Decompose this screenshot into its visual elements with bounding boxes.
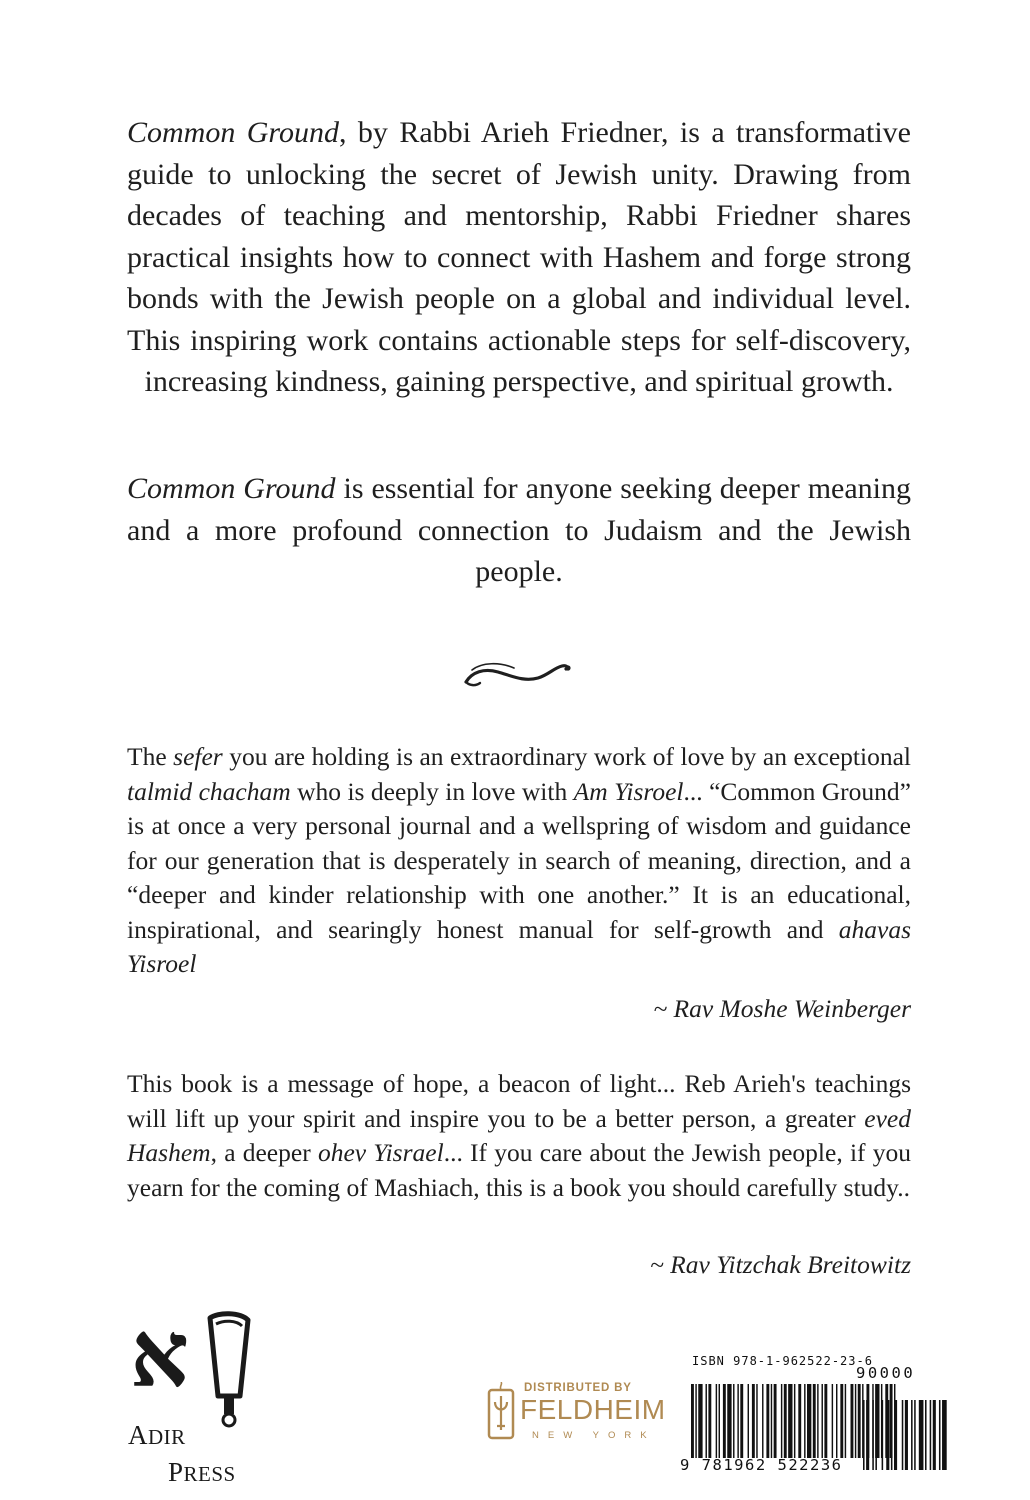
press-rest: RESS [183, 1462, 236, 1486]
press-wordmark [168, 1457, 236, 1488]
menorah-logo-icon [486, 1382, 516, 1442]
description-text-1: , by Rabbi Arieh Friedner, is a transformative guide to unlocking the secret of Jewish unity. Drawing from decades of teaching and mentorship, Rabbi Friedner shares practical insights how to connect with Hashem and forge strong bonds with the Jewish people on a global and individual level. This inspiring work contains actionable steps for self-discovery, increasing kindness, gaining perspective, and spiritual growth. [127, 116, 911, 398]
book-description [127, 112, 911, 403]
feldheim-name: FELDHEIM [520, 1394, 666, 1425]
book-description-2 [127, 468, 911, 593]
r2-t2: , a deeper [210, 1138, 318, 1167]
r1-i4: ahavas Yisroel [127, 914, 911, 978]
r1-t3: who is deeply in love with [290, 776, 574, 806]
r2-t1: This book is a message of hope, a beacon of light... Reb Arieh's teachings will lift up your spirit and inspire you to be a better person, a greater [127, 1069, 911, 1133]
endorsement-2-text [127, 1067, 911, 1205]
aleph-glyph: א [130, 1308, 190, 1406]
distributed-by-label: DISTRIBUTED BY [524, 1382, 632, 1394]
r2-i2: ohev Yisrael [317, 1138, 444, 1167]
feldheim-logo [486, 1380, 666, 1460]
r1-t2: you are holding is an extraordinary work of love by an exceptional [222, 742, 911, 771]
isbn-label: ISBN 978-1-962522-23-6 [692, 1354, 873, 1368]
r1-i2: talmid chacham [127, 776, 291, 806]
endorsement-2-attribution: ~ Rav Yitzchak Breitowitz [650, 1250, 911, 1279]
adir-rest: DIR [148, 1425, 186, 1449]
endorsement-1 [127, 740, 911, 982]
feldheim-city: NEW YORK [532, 1430, 656, 1441]
flourish-ornament-icon [462, 652, 574, 692]
ean-digits: 9 781962 522236 [680, 1456, 843, 1474]
r1-t1: The [127, 742, 174, 771]
torah-scroll-icon [210, 1314, 248, 1426]
description-paragraph-1 [127, 112, 911, 403]
r2-t3: ... If you care about the Jewish people, if you yearn for the coming of Mashiach, this is a book you should carefully study.. [127, 1138, 912, 1202]
adir-cap: A [128, 1420, 148, 1450]
r1-i3: Am Yisroel [573, 776, 684, 806]
book-title-italic-2: Common Ground [127, 472, 336, 505]
press-cap: P [168, 1457, 184, 1487]
description-paragraph-2 [127, 468, 911, 593]
r1-t4: ... “Common Ground” is at once a very personal journal and a wellspring of wisdom and guidance for our generation that is desperately in search of meaning, direction, and a “deeper and kinder relationship with one another.” It is an educational, inspirational, and searingly honest manual for self-growth and [127, 776, 911, 944]
book-title-italic: Common Ground [127, 116, 339, 149]
description-text-2: is essential for anyone seeking deeper meaning and a more profound connection to Judaism and the Jewish people. [127, 472, 911, 588]
endorsement-1-attribution: ~ Rav Moshe Weinberger [653, 994, 911, 1023]
endorsement-2 [127, 1067, 911, 1205]
endorsement-1-text [127, 740, 911, 982]
r2-i1: eved Hashem [127, 1103, 911, 1167]
addon-digits: 90000 [856, 1364, 916, 1382]
r1-i1: sefer [173, 742, 223, 771]
adir-wordmark [128, 1420, 186, 1451]
